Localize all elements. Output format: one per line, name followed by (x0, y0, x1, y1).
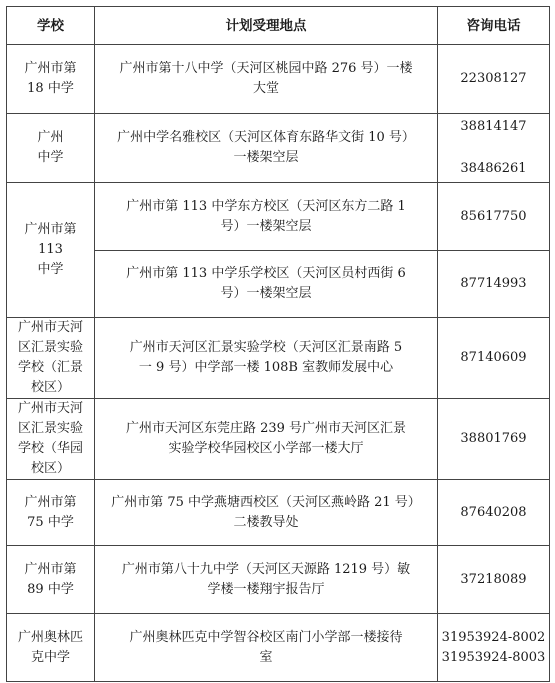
table-row (7, 480, 550, 546)
school-line: 广州市天河 (17, 401, 83, 416)
school-line: 广州市第 (24, 222, 77, 237)
school-line: 区汇景实验 (17, 340, 83, 355)
school-line: 广州市第 (24, 61, 77, 76)
school-line: 学校（华园 (17, 441, 83, 456)
site-cell (95, 251, 438, 318)
phone-number: 38814147 (460, 119, 527, 134)
school-cell (7, 45, 95, 114)
header-site: 计划受理地点 (95, 7, 438, 45)
site-cell (95, 318, 438, 399)
site-line: 广州市第 113 中学乐学校区（天河区员村西街 6 (126, 266, 406, 281)
school-line: 广州市第 (24, 561, 77, 577)
site-cell (95, 546, 438, 614)
phone-number: 31953924-8002 (441, 629, 546, 645)
table-row (7, 114, 550, 183)
site-cell (95, 399, 438, 480)
site-line: 室 (259, 649, 273, 665)
site-line: 号）一楼架空层 (220, 286, 312, 301)
school-cell (7, 399, 95, 480)
site-cell (95, 614, 438, 682)
school-cell (7, 614, 95, 682)
school-line: 113 (38, 242, 63, 257)
phone-number: 85617750 (460, 208, 527, 224)
site-line: 广州市第八十九中学（天河区天源路 1219 号）敏 (121, 561, 411, 577)
school-line: 75 中学 (27, 514, 74, 530)
school-cell (7, 480, 95, 546)
site-line: 广州市天河区汇景实验学校（天河区汇景南路 5 (129, 340, 403, 355)
phone-number: 22308127 (460, 71, 527, 86)
school-line: 89 中学 (27, 581, 74, 597)
header-phone: 咨询电话 (438, 7, 550, 45)
phone-cell (438, 183, 550, 251)
site-line: 大堂 (252, 81, 279, 96)
school-line: 校区） (30, 380, 70, 395)
header-school: 学校 (7, 7, 95, 45)
table-row (7, 614, 550, 682)
table-row (7, 183, 550, 251)
phone-number: 87140609 (460, 350, 527, 365)
phone-cell (438, 480, 550, 546)
site-line: 广州市第 113 中学东方校区（天河区东方二路 1 (126, 198, 406, 214)
site-line: 广州中学名雅校区（天河区体育东路华文街 10 号） (117, 130, 415, 145)
school-line: 校区） (30, 461, 70, 476)
site-line: 实验学校华园校区小学部一楼大厅 (168, 441, 364, 456)
phone-cell (438, 399, 550, 480)
site-line: 号）一楼架空层 (220, 218, 312, 234)
school-line: 广州奥林匹 (17, 629, 83, 645)
site-line: 广州市天河区东莞庄路 239 号广州市天河区汇景 (125, 421, 407, 436)
site-line: 广州市第 75 中学燕塘西校区（天河区燕岭路 21 号） (111, 494, 421, 510)
table-row (7, 45, 550, 114)
site-cell (95, 114, 438, 183)
school-line: 区汇景实验 (17, 421, 83, 436)
school-line: 广州 (37, 130, 64, 145)
phone-cell (438, 251, 550, 318)
site-line: 学楼一楼翔宇报告厅 (207, 581, 325, 597)
site-cell (95, 480, 438, 546)
site-line: 一楼架空层 (233, 150, 299, 165)
site-line: 广州奥林匹克中学智谷校区南门小学部一楼接待 (129, 629, 403, 645)
table-row (7, 399, 550, 480)
school-cell (7, 546, 95, 614)
school-cell (7, 318, 95, 399)
school-line: 学校（汇景 (17, 360, 83, 375)
school-line: 广州市第 (24, 494, 77, 510)
site-cell (95, 183, 438, 251)
phone-cell (438, 546, 550, 614)
phone-number: 87640208 (460, 504, 527, 520)
table-row (7, 318, 550, 399)
phone-number: 31953924-8003 (441, 649, 546, 665)
school-line: 广州市天河 (17, 320, 83, 335)
site-line: 一 9 号）中学部一楼 108B 室教师发展中心 (138, 360, 394, 375)
application-sites-table (6, 6, 550, 682)
phone-cell (438, 45, 550, 114)
site-cell (95, 45, 438, 114)
phone-cell (438, 614, 550, 682)
school-line: 克中学 (30, 649, 70, 665)
site-line: 广州市第十八中学（天河区桃园中路 276 号）一楼 (119, 61, 413, 76)
school-cell (7, 114, 95, 183)
school-line: 中学 (37, 150, 64, 165)
table-row (7, 546, 550, 614)
school-cell (7, 183, 95, 318)
school-line: 中学 (37, 262, 64, 277)
phone-number: 38801769 (460, 431, 527, 446)
school-line: 18 中学 (27, 81, 74, 96)
phone-number: 37218089 (460, 571, 527, 587)
phone-number: 87714993 (460, 276, 527, 291)
table-header-row (7, 7, 550, 45)
phone-number: 38486261 (460, 161, 527, 176)
site-line: 二楼教导处 (233, 514, 299, 530)
phone-cell (438, 318, 550, 399)
phone-cell (438, 114, 550, 183)
